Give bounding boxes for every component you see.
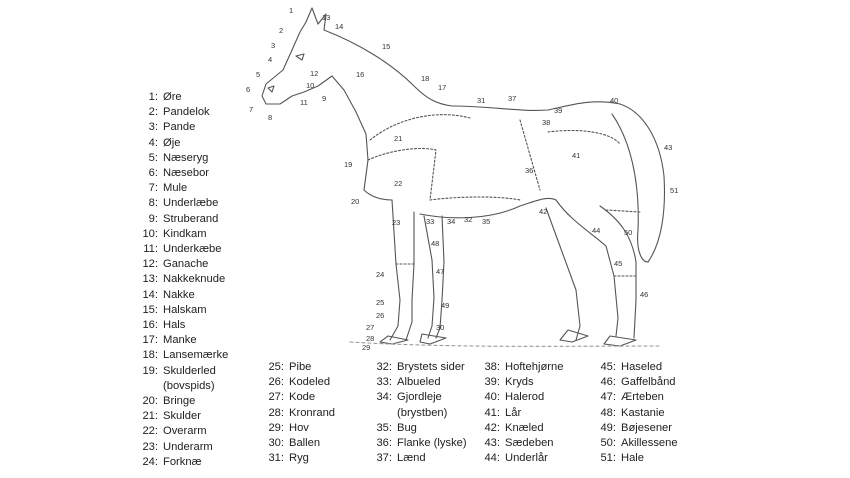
callout-43: 43 [664, 143, 673, 152]
callout-45: 45 [614, 259, 623, 268]
legend-number: 4: [148, 136, 158, 149]
callout-31: 31 [477, 96, 486, 105]
callout-13: 13 [322, 13, 331, 22]
legend-item [478, 406, 563, 421]
legend-label [163, 364, 216, 394]
legend-label-text: Øre [163, 91, 182, 103]
callout-28: 28 [366, 334, 375, 343]
legend-number: 2: [148, 106, 158, 119]
legend-label [505, 360, 563, 375]
legend-item [132, 333, 228, 348]
callout-50: 50 [624, 228, 633, 237]
callout-21: 21 [394, 134, 403, 143]
legend-item [478, 390, 563, 405]
legend-label [163, 257, 208, 272]
legend-label [163, 348, 228, 363]
legend-item [132, 151, 228, 166]
legend-column-2 [262, 360, 335, 466]
legend-label-text: Kodeled [289, 376, 331, 389]
legend-label [289, 421, 309, 436]
callout-39: 39 [554, 106, 563, 115]
legend-label-text: Knæled [505, 421, 544, 434]
legend-label [163, 272, 225, 287]
callout-41: 41 [572, 151, 581, 160]
legend-label [505, 375, 534, 390]
callout-37: 37 [508, 94, 517, 103]
legend-label [397, 451, 426, 466]
legend-item [132, 242, 228, 257]
legend-label [505, 421, 544, 436]
legend-column-5 [594, 360, 678, 466]
legend-label [163, 227, 207, 242]
legend-number: 24: [142, 455, 158, 468]
callout-46: 46 [640, 290, 649, 299]
callout-15: 15 [382, 42, 391, 51]
legend-label [289, 406, 335, 421]
legend-label-text: Mule [163, 182, 188, 195]
legend-number: 20: [142, 395, 158, 408]
legend-label [163, 151, 208, 166]
legend-label-text: Underarm [163, 440, 213, 453]
legend-label-text: Sædeben [505, 437, 554, 450]
legend-label [163, 440, 213, 455]
legend-item [132, 364, 228, 394]
legend-item [132, 120, 228, 135]
legend-label-text: Halskam [163, 303, 207, 316]
legend-number: 32: [376, 361, 392, 373]
legend-label [621, 451, 644, 466]
legend-number: 41: [484, 406, 500, 419]
legend-number: 16: [142, 319, 158, 332]
legend-item [262, 406, 335, 421]
legend-label [621, 390, 664, 405]
legend-label [397, 390, 447, 420]
legend-label-text: Bug [397, 421, 417, 434]
legend-label [163, 424, 207, 439]
legend-item [132, 212, 228, 227]
legend-number: 11: [143, 243, 158, 256]
legend-number: 21: [142, 410, 158, 423]
legend-label-text: Kryds [505, 376, 534, 389]
legend-item [370, 421, 467, 436]
legend-label [289, 436, 320, 451]
callout-38: 38 [542, 118, 551, 127]
legend-item [370, 360, 467, 375]
legend-label-text: Skulderled [163, 364, 216, 377]
legend-number: 40: [484, 391, 500, 404]
legend-label-text: Pande [163, 121, 196, 134]
callout-7: 7 [249, 105, 254, 114]
legend-label [289, 451, 309, 466]
legend-number: 12: [142, 258, 158, 271]
legend-item [132, 394, 228, 409]
legend-label [163, 394, 195, 409]
legend-label-text: Underkæbe [163, 243, 222, 256]
legend-item [132, 303, 228, 318]
legend-label [397, 436, 467, 451]
legend-label [289, 375, 330, 390]
legend-number: 33: [376, 376, 392, 389]
legend-label [163, 242, 221, 257]
legend-label-continuation: (brystben) [397, 406, 448, 419]
callout-5: 5 [256, 70, 261, 79]
legend-item [262, 360, 335, 375]
legend-number: 10: [142, 227, 158, 240]
legend-label-text: Kronrand [289, 406, 336, 419]
legend-label [289, 390, 315, 405]
callout-1: 1 [289, 6, 294, 15]
legend-label-text: Næsebor [163, 167, 210, 180]
legend-number: 45: [600, 361, 616, 373]
legend-item [262, 436, 335, 451]
callout-23: 23 [392, 218, 401, 227]
legend-number: 47: [600, 391, 616, 404]
legend-number: 42: [484, 421, 500, 434]
legend-item [132, 181, 228, 196]
callout-16: 16 [356, 70, 365, 79]
legend-label-text: Ryg [289, 452, 309, 465]
legend-number: 36: [376, 437, 392, 450]
legend-label-text: Hov [289, 421, 309, 434]
legend-label-continuation: (bovspids) [163, 379, 215, 392]
legend-number: 8: [148, 197, 158, 210]
legend-label [621, 360, 662, 375]
legend-item [132, 90, 228, 105]
legend-label-text: Overarm [163, 425, 207, 438]
legend-label-text: Pibe [289, 361, 312, 373]
legend-label [163, 166, 209, 181]
legend-item [132, 424, 228, 439]
callout-20: 20 [351, 197, 360, 206]
legend-label-text: Lænd [397, 452, 426, 465]
legend-label-text: Ærteben [621, 391, 664, 404]
legend-number: 23: [142, 440, 158, 453]
legend-column-3 [370, 360, 467, 466]
legend-label [163, 318, 185, 333]
legend-label [505, 451, 548, 466]
legend-label [163, 105, 210, 120]
legend-number: 17: [142, 334, 158, 347]
legend-item [478, 375, 563, 390]
legend-label [397, 360, 465, 375]
legend-item [262, 451, 335, 466]
legend-label-text: Nakkeknude [163, 273, 226, 286]
legend-number: 28: [268, 406, 284, 419]
legend-item [370, 390, 467, 420]
callout-8: 8 [268, 113, 273, 122]
callout-10: 10 [306, 81, 315, 90]
legend-item [132, 227, 228, 242]
legend-label-text: Flanke (lyske) [397, 437, 467, 450]
legend-item [370, 375, 467, 390]
callout-35: 35 [482, 217, 491, 226]
legend-label [163, 120, 195, 135]
legend-label-text: Kode [289, 391, 316, 404]
legend-label [289, 360, 311, 375]
legend-label-text: Ballen [289, 437, 321, 450]
legend-item [594, 436, 678, 451]
callout-30: 30 [436, 323, 445, 332]
legend-item [132, 409, 228, 424]
callout-47: 47 [436, 267, 445, 276]
legend-number: 27: [268, 391, 284, 404]
legend-label-text: Akillessene [621, 437, 678, 450]
legend-label [505, 390, 544, 405]
callout-9: 9 [322, 94, 327, 103]
legend-item [132, 318, 228, 333]
legend-label-text: Bøjesener [621, 421, 672, 434]
legend-item [594, 421, 678, 436]
callout-49: 49 [441, 301, 450, 310]
legend-number: 49: [600, 421, 616, 434]
callout-3: 3 [271, 41, 276, 50]
legend-label [163, 181, 187, 196]
legend-item [132, 288, 228, 303]
legend-label-text: Haseled [621, 361, 663, 373]
legend-label [397, 421, 417, 436]
callout-17: 17 [438, 83, 447, 92]
legend-item [594, 406, 678, 421]
legend-label-text: Pandelok [163, 106, 210, 119]
legend-item [132, 166, 228, 181]
callout-2: 2 [279, 26, 284, 35]
legend-item [132, 455, 228, 470]
legend-label [397, 375, 441, 390]
legend-label-text: Nakke [163, 288, 195, 301]
legend-number: 48: [600, 406, 616, 419]
legend-item [594, 360, 678, 375]
legend-number: 18: [142, 349, 158, 362]
legend-label-text: Næseryg [163, 151, 209, 164]
legend-item [132, 196, 228, 211]
callout-34: 34 [447, 217, 456, 226]
callout-19: 19 [344, 160, 353, 169]
legend-label [163, 409, 201, 424]
legend-number: 39: [484, 376, 500, 389]
legend-number: 6: [148, 167, 158, 180]
legend-label [505, 436, 554, 451]
legend-item [594, 451, 678, 466]
callout-33: 33 [426, 217, 435, 226]
legend-label-text: Lår [505, 406, 522, 419]
legend-label-text: Struberand [163, 212, 219, 225]
legend-label [163, 333, 197, 348]
legend-number: 25: [268, 361, 284, 373]
legend-number: 15: [142, 303, 158, 316]
legend-label-text: Ganache [163, 258, 209, 271]
callout-36: 36 [525, 166, 534, 175]
legend-label-text: Hoftehjørne [505, 361, 564, 373]
legend-label-text: Forknæ [163, 455, 202, 468]
callout-18: 18 [421, 74, 430, 83]
legend-number: 35: [376, 421, 392, 434]
legend-number: 37: [376, 452, 392, 465]
callout-42: 42 [539, 207, 548, 216]
legend-number: 46: [600, 376, 616, 389]
callout-51: 51 [670, 186, 679, 195]
legend-label [163, 196, 218, 211]
callout-29: 29 [362, 343, 371, 352]
callout-27: 27 [366, 323, 375, 332]
legend-item [478, 360, 563, 375]
legend-number: 5: [148, 151, 158, 164]
legend-item [132, 440, 228, 455]
callout-44: 44 [592, 226, 601, 235]
legend-number: 31: [268, 452, 284, 465]
callout-11: 11 [300, 98, 308, 107]
legend-number: 22: [142, 425, 158, 438]
legend-number: 44: [484, 452, 500, 465]
legend-item [594, 375, 678, 390]
legend-label-text: Skulder [163, 410, 201, 423]
callout-32: 32 [464, 215, 473, 224]
legend-item [132, 257, 228, 272]
legend-column-1 [132, 90, 228, 470]
legend-label-text: Lansemærke [163, 349, 229, 362]
callout-40: 40 [610, 96, 619, 105]
legend-number: 34: [376, 391, 392, 404]
legend-label-text: Hals [163, 319, 186, 332]
callout-24: 24 [376, 270, 385, 279]
legend-label-text: Øje [163, 136, 181, 149]
legend-item [132, 136, 228, 151]
legend-label [621, 375, 676, 390]
legend-label-text: Gaffelbånd [621, 376, 676, 389]
legend-label-text: Kastanie [621, 406, 665, 419]
legend-label [163, 136, 180, 151]
legend-number: 1: [148, 91, 158, 103]
legend-number: 19: [142, 364, 158, 377]
legend-number: 38: [484, 361, 500, 373]
legend-number: 51: [600, 452, 616, 465]
callout-6: 6 [246, 85, 251, 94]
legend-item [262, 421, 335, 436]
callout-25: 25 [376, 298, 385, 307]
legend-item [132, 272, 228, 287]
legend-label [621, 436, 678, 451]
legend-number: 30: [268, 437, 284, 450]
callout-4: 4 [268, 55, 273, 64]
legend-item [132, 105, 228, 120]
legend-item [478, 436, 563, 451]
legend-label [505, 406, 521, 421]
legend-label-text: Albueled [397, 376, 441, 389]
legend-number: 7: [148, 182, 158, 195]
callout-26: 26 [376, 311, 385, 320]
legend-label-text: Brystets sider [397, 361, 465, 373]
legend-item [370, 451, 467, 466]
legend-label-text: Underlår [505, 452, 548, 465]
legend-label [163, 303, 207, 318]
legend-label [621, 421, 672, 436]
legend-label-text: Underlæbe [163, 197, 219, 210]
legend-label-text: Hale [621, 452, 645, 465]
legend-number: 9: [148, 212, 158, 225]
legend-number: 29: [268, 421, 284, 434]
legend-label-text: Gjordleje [397, 391, 442, 404]
legend-number: 50: [600, 437, 616, 450]
legend-label-text: Halerod [505, 391, 545, 404]
legend-label [163, 455, 202, 470]
legend-number: 13: [142, 273, 158, 286]
legend-column-4 [478, 360, 563, 466]
legend-item [594, 390, 678, 405]
legend-label-text: Kindkam [163, 227, 207, 240]
legend-label-text: Manke [163, 334, 197, 347]
legend-label [163, 212, 218, 227]
legend-number: 26: [268, 376, 284, 389]
legend-number: 14: [142, 288, 158, 301]
legend-item [262, 375, 335, 390]
legend-number: 43: [484, 437, 500, 450]
legend-item [478, 451, 563, 466]
legend-label [621, 406, 665, 421]
legend-item [132, 348, 228, 363]
callout-22: 22 [394, 179, 403, 188]
legend-number: 3: [148, 121, 158, 134]
legend-label-text: Bringe [163, 395, 196, 408]
legend-label [163, 288, 195, 303]
callout-14: 14 [335, 22, 344, 31]
legend-item [262, 390, 335, 405]
callout-48: 48 [431, 239, 440, 248]
callout-12: 12 [310, 69, 319, 78]
legend-item [478, 421, 563, 436]
legend-item [370, 436, 467, 451]
legend-label [163, 90, 182, 105]
